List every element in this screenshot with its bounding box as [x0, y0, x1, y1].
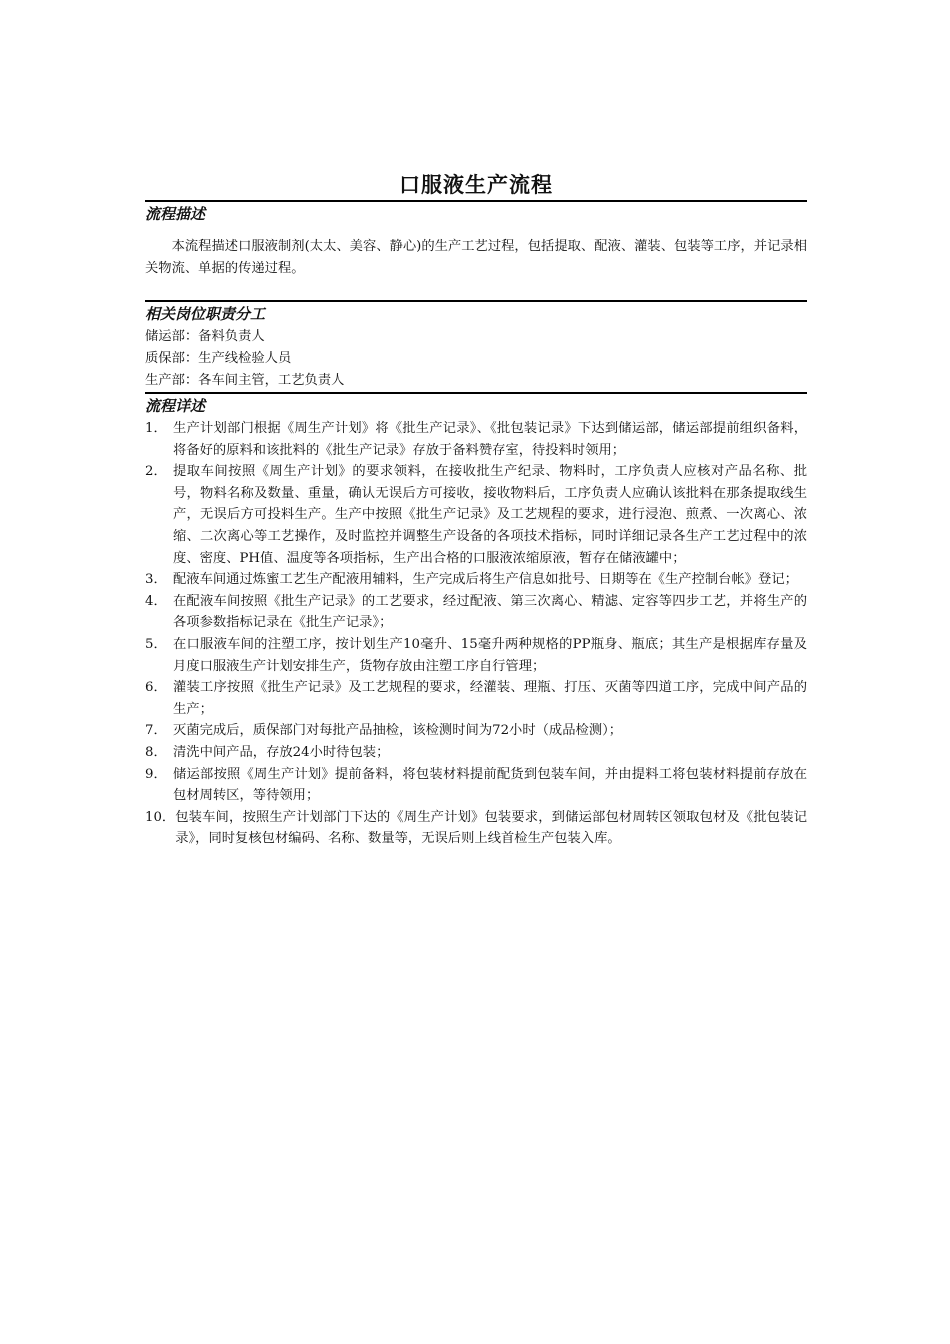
- section-heading-details: 流程详述: [145, 392, 807, 418]
- step-number: 5．: [145, 636, 167, 652]
- step-text: 包装车间，按照生产计划部门下达的《周生产计划》包装要求，到储运部包材周转区领取包材及《批包装记录》，同时复核包材编码、名称、数量等，无误后则上线首检生产包装入库。: [175, 809, 807, 847]
- step-text: 清洗中间产品，存放24小时待包装；: [173, 744, 390, 760]
- process-steps-list: [145, 418, 807, 850]
- roles-list: [145, 326, 807, 392]
- process-step: [145, 461, 807, 569]
- process-step: [145, 677, 807, 720]
- process-step: [145, 807, 807, 850]
- step-text: 在配液车间按照《批生产记录》的工艺要求，经过配液、第三次离心、精滤、定容等四步工艺，并将生产的各项参数指标记录在《批生产记录》；: [173, 593, 807, 631]
- step-number: 8．: [145, 744, 167, 760]
- role-item: 储运部：备料负责人: [145, 329, 265, 344]
- process-step: [145, 418, 807, 461]
- document-title: 口服液生产流程: [399, 172, 553, 197]
- process-step: [145, 764, 807, 807]
- process-step: [145, 720, 807, 742]
- process-step: [145, 569, 807, 591]
- step-number: 9．: [145, 766, 167, 782]
- step-text: 提取车间按照《周生产计划》的要求领料，在接收批生产纪录、物料时，工序负责人应核对产品名称、批号，物料名称及数量、重量，确认无误后方可接收，接收物料后，工序负责人应确认该批料在那条提取线生产，无误后方可投料生产。生产中按照《批生产记录》及工艺规程的要求，进行浸泡、煎煮、一次离心、浓缩、二次离心等工艺操作，及时监控并调整生产设备的各项技术指标，同时详细记录各生产工艺过程中的浓度、密度、PH值、温度等各项指标，生产出合格的口服液浓缩原液，暂存在储液罐中；: [173, 464, 807, 566]
- section-heading-description: 流程描述: [145, 200, 807, 226]
- process-step: [145, 742, 807, 764]
- step-text: 配液车间通过炼蜜工艺生产配液用辅料，生产完成后将生产信息如批号、日期等在《生产控制台帐》登记；: [173, 572, 798, 588]
- step-text: 生产计划部门根据《周生产计划》将《批生产记录》、《批包装记录》下达到储运部，储运部提前组织备料，将备好的原料和该批料的《批生产记录》存放于备料赞存室，待投料时领用；: [173, 421, 807, 458]
- description-paragraph: 本流程描述口服液制剂(太太、美容、静心)的生产工艺过程，包括提取、配液、灌装、包装等工序，并记录相关物流、单据的传递过程。: [145, 239, 807, 276]
- step-number: 4．: [145, 593, 167, 609]
- step-text: 在口服液车间的注塑工序，按计划生产10毫升、15毫升两种规格的PP瓶身、瓶底；其生产是根据库存量及月度口服液生产计划安排生产，货物存放由注塑工序自行管理；: [173, 636, 807, 674]
- step-number: 10．: [145, 809, 176, 825]
- role-item: 生产部：各车间主管，工艺负责人: [145, 373, 345, 388]
- process-step: [145, 591, 807, 634]
- step-number: 7．: [145, 723, 167, 739]
- document-page: [145, 170, 807, 850]
- role-item: 质保部：生产线检验人员: [145, 351, 292, 366]
- step-text: 储运部按照《周生产计划》提前备料，将包装材料提前配货到包装车间，并由提料工将包装材料提前存放在包材周转区，等待领用；: [173, 766, 807, 804]
- step-text: 灌装工序按照《批生产记录》及工艺规程的要求，经灌装、理瓶、打压、灭菌等四道工序，完成中间产品的生产；: [173, 680, 807, 717]
- step-number: 3．: [145, 572, 167, 588]
- step-text: 灭菌完成后，质保部门对每批产品抽检，该检测时间为72小时（成品检测）；: [173, 723, 623, 739]
- step-number: 6．: [145, 680, 167, 696]
- step-number: 2．: [145, 464, 167, 480]
- step-number: 1．: [145, 421, 167, 436]
- section-heading-roles: 相关岗位职责分工: [145, 300, 807, 326]
- process-step: [145, 634, 807, 677]
